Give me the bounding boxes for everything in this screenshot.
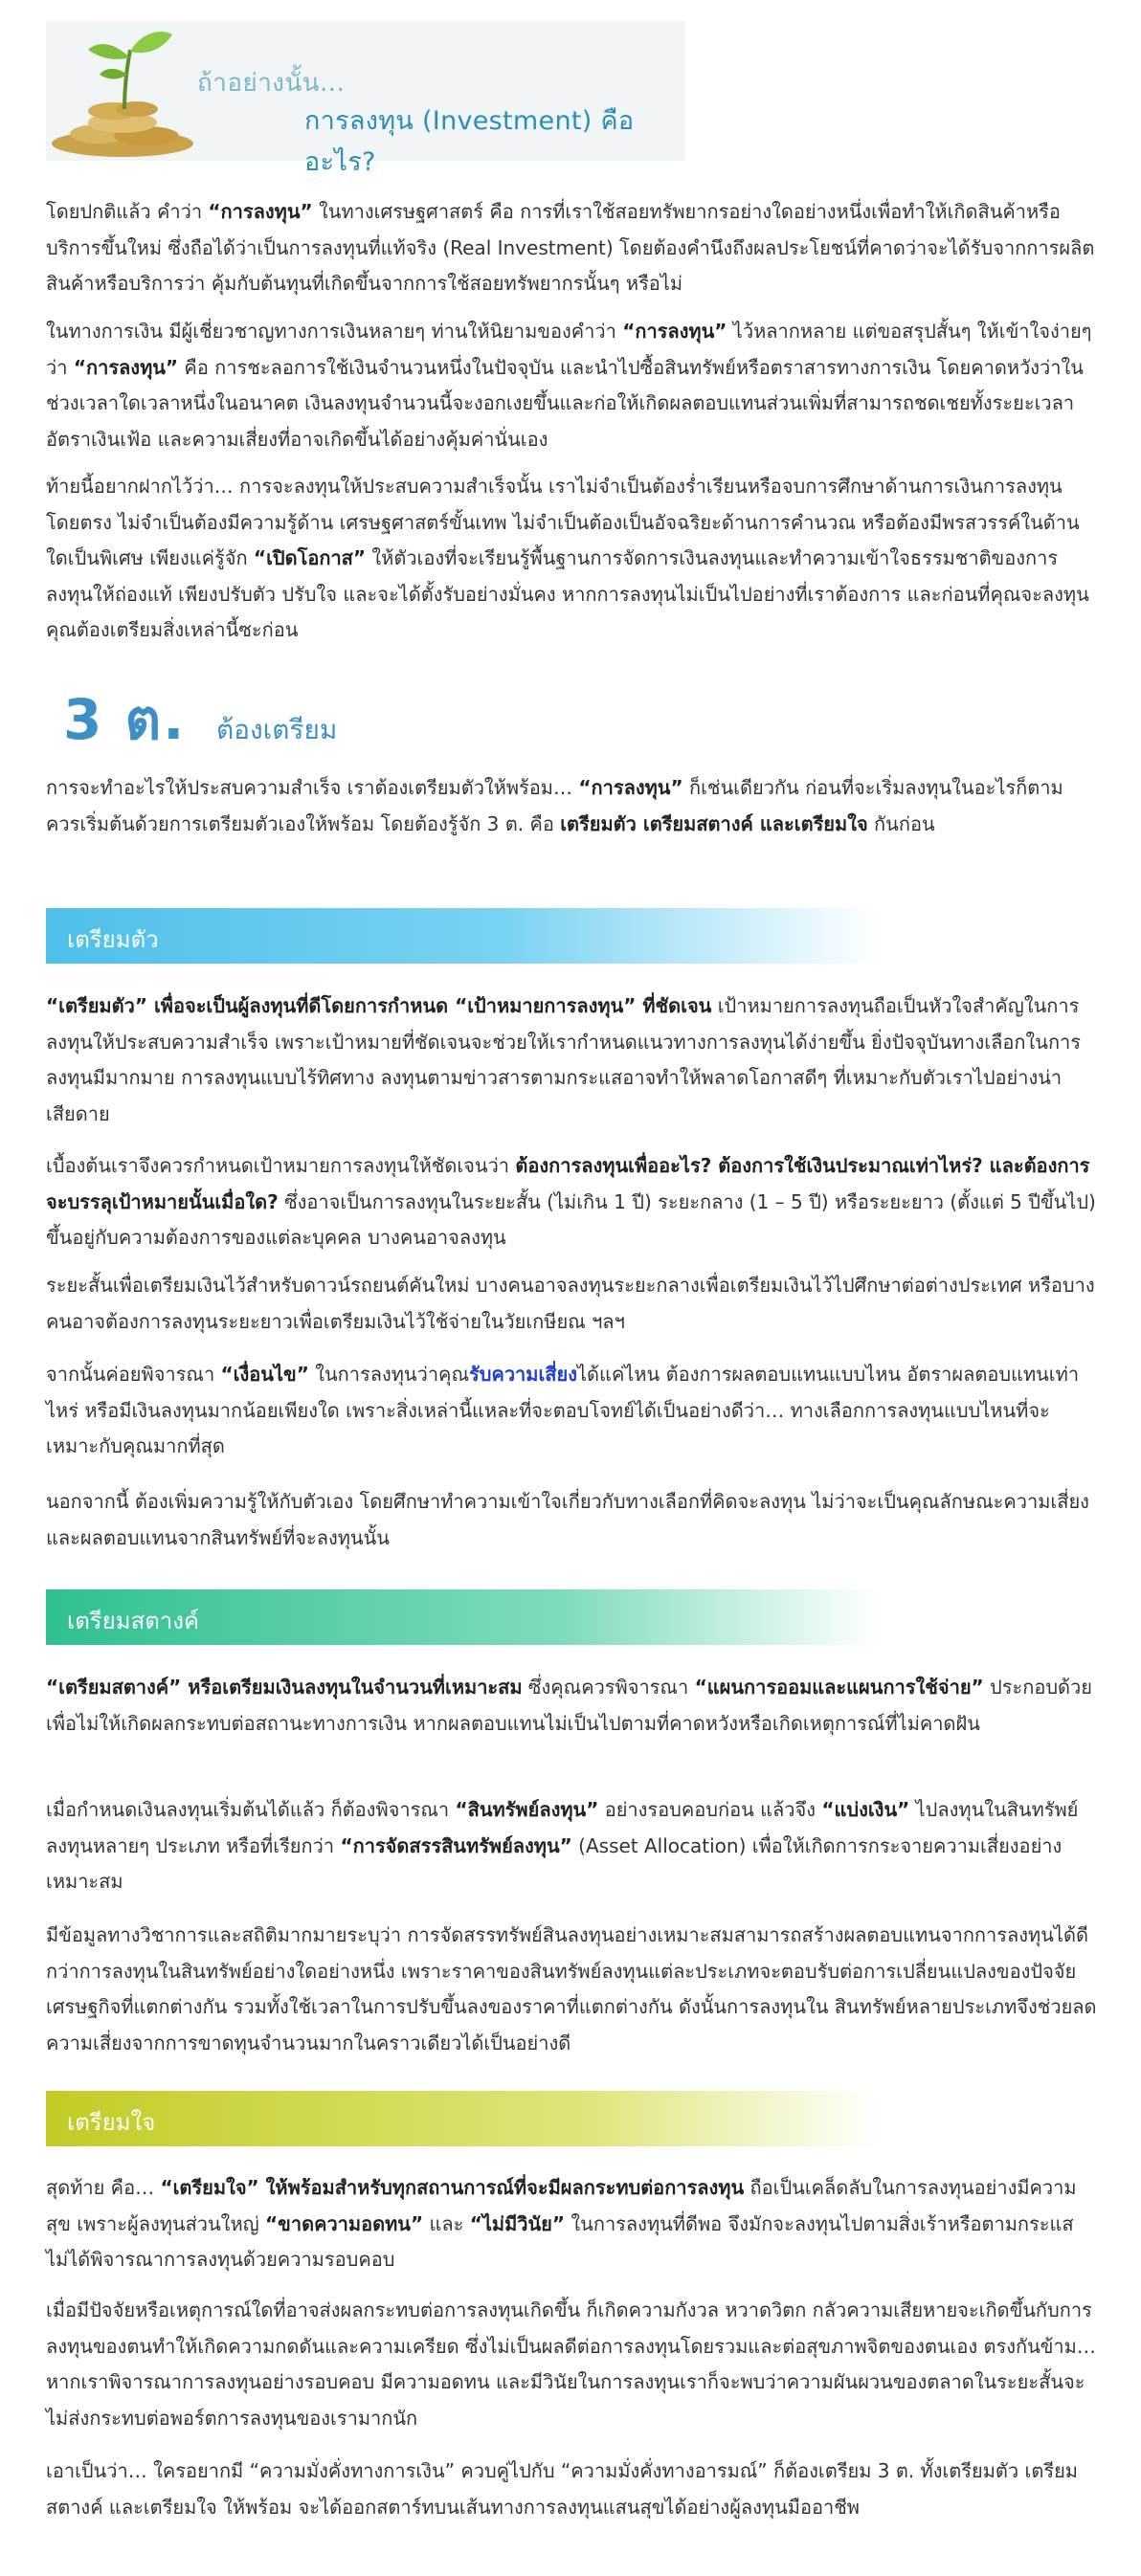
- section-paragraph: จากนั้นค่อยพิจารณา “เงื่อนไข” ในการลงทุนว่าคุณรับความเสี่ยงได้แค่ไหน ต้องการผลตอบแทนแบบไหน อัตราผลตอบแทนเท่าไหร่ หรือมีเงินลงทุนมากน้อยเพียงใด เพราะสิ่งเหล่านี้แหละที่จะตอบโจทย์ได้เป็นอย่างดีว่า… ทางเลือกการลงทุนแบบไหนที่จะเหมาะกับคุณมากที่สุด: [46, 1363, 1080, 1457]
- section-band-prepare-mind: [46, 2091, 879, 2146]
- intro-paragraph: ท้ายนี้อยากฝากไว้ว่า… การจะลงทุนให้ประสบความสำเร็จนั้น เราไม่จำเป็นต้องร่ำเรียนหรือจบการศึกษาด้านการเงินการลงทุนโดยตรง ไม่จำเป็นต้องมีความรู้ด้าน เศรษฐศาสตร์ขั้นเทพ ไม่จำเป็นต้องเป็นอัจฉริยะด้านการคำนวณ หรือต้องมีพรสวรรค์ในด้านใดเป็นพิเศษ เพียงแค่รู้จัก “เปิดโอกาส” ให้ตัวเองที่จะเรียนรู้พื้นฐานการจัดการเงินลงทุนและทำความเข้าใจธรรมชาติของการลงทุนให้ถ่องแท้ เพียงปรับตัว ปรับใจ และจะได้ตั้งรับอย่างมั่นคง หากการลงทุนไม่เป็นไปอย่างที่เราต้องการ และก่อนที่คุณจะลงทุนคุณต้องเตรียมสิ่งเหล่านี้ซะก่อน: [46, 475, 1089, 641]
- section-paragraph: มีข้อมูลทางวิชาการและสถิติมากมายระบุว่า การจัดสรรทรัพย์สินลงทุนอย่างเหมาะสมสามารถสร้างผลตอบแทนจากการลงทุนได้ดีกว่าการลงทุนในสินทรัพย์อย่างใดอย่างหนึ่ง เพราะราคาของสินทรัพย์ลงทุนแต่ละประเภทจะตอบรับต่อการเปลี่ยนแปลงของปัจจัยเศรษฐกิจที่แตกต่างกัน รวมทั้งใช้เวลาในการปรับขึ้นลงของราคาที่แตกต่างกัน ดังนั้นการลงทุนใน สินทรัพย์หลายประเภทจึงช่วยลดความเสี่ยงจากการขาดทุนจำนวนมากในคราวเดียวได้เป็นอย่างดี: [46, 1923, 1097, 2054]
- section-paragraph: เมื่อมีปัจจัยหรือเหตุการณ์ใดที่อาจส่งผลกระทบต่อการลงทุนเกิดขึ้น ก็เกิดความกังวล หวาดวิตก กลัวความเสียหายจะเกิดขึ้นกับการลงทุนของตนทำให้เกิดความกดดันและความเครียด ซึ่งไม่เป็นผลดีต่อการลงทุนโดยรวมและต่อสุขภาพจิตของตนเอง ตรงกันข้าม… หากเราพิจารณาการลงทุนอย่างรอบคอบ มีความอดทน และมีวินัยในการลงทุนเราก็จะพบว่าความผันผวนของตลาดในระยะสั้นจะไม่ส่งกระทบต่อพอร์ตการลงทุนของเรามากนัก: [46, 2298, 1096, 2430]
- section-paragraph: สุดท้าย คือ… “เตรียมใจ” ให้พร้อมสำหรับทุกสถานการณ์ที่จะมีผลกระทบต่อการลงทุน ถือเป็นเคล็ดลับในการลงทุนอย่างมีความสุข เพราะผู้ลงทุนส่วนใหญ่ “ขาดความอดทน” และ “ไม่มีวินัย” ในการลงทุนที่ดีพอ จึงมักจะลงทุนไปตามสิ่งเร้าหรือตามกระแส ไม่ได้พิจารณาการลงทุนด้วยความรอบคอบ: [46, 2176, 1077, 2271]
- coin-plant-icon: [46, 21, 199, 161]
- section-paragraph: นอกจากนี้ ต้องเพิ่มความรู้ให้กับตัวเอง โดยศึกษาทำความเข้าใจเกี่ยวกับทางเลือกที่คิดจะลงทุน ไม่ว่าจะเป็นคุณลักษณะความเสี่ยง และผลตอบแทนจากสินทรัพย์ที่จะลงทุนนั้น: [46, 1490, 1089, 1549]
- prep-intro-paragraph: การจะทำอะไรให้ประสบความสำเร็จ เราต้องเตรียมตัวให้พร้อม… “การลงทุน” ก็เช่นเดียวกัน ก่อนที่จะเริ่มลงทุนในอะไรก็ตาม ควรเริ่มต้นด้วยการเตรียมตัวเองให้พร้อม โดยต้องรู้จัก 3 ต. คือ เตรียมตัว เตรียมสตางค์ และเตรียมใจ กันก่อน: [46, 776, 1063, 835]
- section-paragraph: เบื้องต้นเราจึงควรกำหนดเป้าหมายการลงทุนให้ชัดเจนว่า ต้องการลงทุนเพื่ออะไร? ต้องการใช้เงินประมาณเท่าไหร่? และต้องการจะบรรลุเป้าหมายนั้นเมื่อใด? ซึ่งอาจเป็นการลงทุนในระยะสั้น (ไม่เกิน 1 ปี) ระยะกลาง (1 – 5 ปี) หรือระยะยาว (ตั้งแต่ 5 ปีขึ้นไป) ขึ้นอยู่กับความต้องการของแต่ละบุคคล บางคนอาจลงทุน: [46, 1154, 1096, 1249]
- section-paragraph: เอาเป็นว่า… ใครอยากมี “ความมั่งคั่งทางการเงิน” ควบคู่ไปกับ “ความมั่งคั่งทางอารมณ์” ก็ต้องเตรียม 3 ต. ทั้งเตรียมตัว เตรียมสตางค์ และเตรียมใจ ให้พร้อม จะได้ออกสตาร์ทบนเส้นทางการลงทุนแสนสุขได้อย่างผู้ลงทุนมืออาชีพ: [46, 2459, 1078, 2519]
- section-paragraph: เมื่อกำหนดเงินลงทุนเริ่มต้นได้แล้ว ก็ต้องพิจารณา “สินทรัพย์ลงทุน” อย่างรอบคอบก่อน แล้วจึง “แบ่งเงิน” ไปลงทุนในสินทรัพย์ลงทุนหลายๆ ประเภท หรือที่เรียกว่า “การจัดสรรสินทรัพย์ลงทุน” (Asset Allocation) เพื่อให้เกิดการกระจายความเสี่ยงอย่างเหมาะสม: [46, 1798, 1079, 1893]
- section-title: เตรียมสตางค์: [67, 1608, 200, 1634]
- section-paragraph: ระยะสั้นเพื่อเตรียมเงินไว้สำหรับดาวน์รถยนต์คันใหม่ บางคนอาจลงทุนระยะกลางเพื่อเตรียมเงินไว้ไปศึกษาต่อต่างประเทศ หรือบางคนอาจต้องการลงทุนระยะยาวเพื่อเตรียมเงินไว้ใช้จ่ายในวัยเกษียณ ฯลฯ: [46, 1274, 1095, 1333]
- heading-subtitle: ต้องเตรียม: [216, 714, 338, 745]
- banner-subtitle: ถ้าอย่างนั้น...: [197, 69, 346, 98]
- section-title: เตรียมตัว: [67, 926, 159, 953]
- section-paragraph: “เตรียมตัว” เพื่อจะเป็นผู้ลงทุนที่ดีโดยการกำหนด “เป้าหมายการลงทุน” ที่ชัดเจน เป้าหมายการลงทุนถือเป็นหัวใจสำคัญในการลงทุนให้ประสบความสำเร็จ เพราะเป้าหมายที่ชัดเจนจะช่วยให้เรากำหนดแนวทางการลงทุนได้ง่ายขึ้น ยิ่งปัจจุบันทางเลือกในการลงทุนมีมากมาย การลงทุนแบบไร้ทิศทาง ลงทุนตามข่าวสารตามกระแสอาจทำให้พลาดโอกาสดีๆ ที่เหมาะกับตัวเราไปอย่างน่าเสียดาย: [46, 994, 1082, 1125]
- header-banner: [46, 21, 685, 177]
- banner-title: การลงทุน (Investment) คืออะไร?: [304, 106, 635, 177]
- section-title: เตรียมใจ: [67, 2109, 156, 2136]
- intro-paragraph: ในทางการเงิน มีผู้เชี่ยวชาญทางการเงินหลายๆ ท่านให้นิยามของคำว่า “การลงทุน” ไว้หลากหลาย แต่ขอสรุปสั้นๆ ให้เข้าใจง่ายๆ ว่า “การลงทุน” คือ การชะลอการใช้เงินจำนวนหนึ่งในปัจจุบัน และนำไปซื้อสินทรัพย์หรือตราสารทางการเงิน โดยคาดหวังว่าในช่วงเวลาใดเวลาหนึ่งในอนาคต เงินลงทุนจำนวนนี้จะงอกเงยขึ้นและก่อให้เกิดผลตอบแทนส่วนเพิ่มที่สามารถชดเชยทั้งระยะเวลา อัตราเงินเฟ้อ และความเสี่ยงที่อาจเกิดขึ้นได้อย่างคุ้มค่านั่นเอง: [46, 320, 1092, 451]
- heading-number: 3 ต.: [63, 687, 187, 752]
- section-band-prepare-money: [46, 1589, 879, 1645]
- section-heading: [63, 675, 338, 752]
- intro-paragraph: โดยปกติแล้ว คำว่า “การลงทุน” ในทางเศรษฐศาสตร์ คือ การที่เราใช้สอยทรัพยากรอย่างใดอย่างหนึ่งเพื่อทำให้เกิดสินค้าหรือบริการขึ้นใหม่ ซึ่งถือได้ว่าเป็นการลงทุนที่แท้จริง (Real Investment) โดยต้องคำนึงถึงผลประโยชน์ที่คาดว่าจะได้รับจากการผลิตสินค้าหรือบริการว่า คุ้มกับต้นทุนที่เกิดขึ้นจากการใช้สอยทรัพยากรนั้นๆ หรือไม่: [46, 200, 1095, 295]
- section-paragraph: “เตรียมสตางค์” หรือเตรียมเงินลงทุนในจำนวนที่เหมาะสม ซึ่งคุณควรพิจารณา “แผนการออมและแผนการใช้จ่าย” ประกอบด้วย เพื่อไม่ให้เกิดผลกระทบต่อสถานะทางการเงิน หากผลตอบแทนไม่เป็นไปตามที่คาดหวังหรือเกิดเหตุการณ์ที่ไม่คาดฝัน: [46, 1676, 1092, 1735]
- section-band-prepare-self: [46, 908, 879, 964]
